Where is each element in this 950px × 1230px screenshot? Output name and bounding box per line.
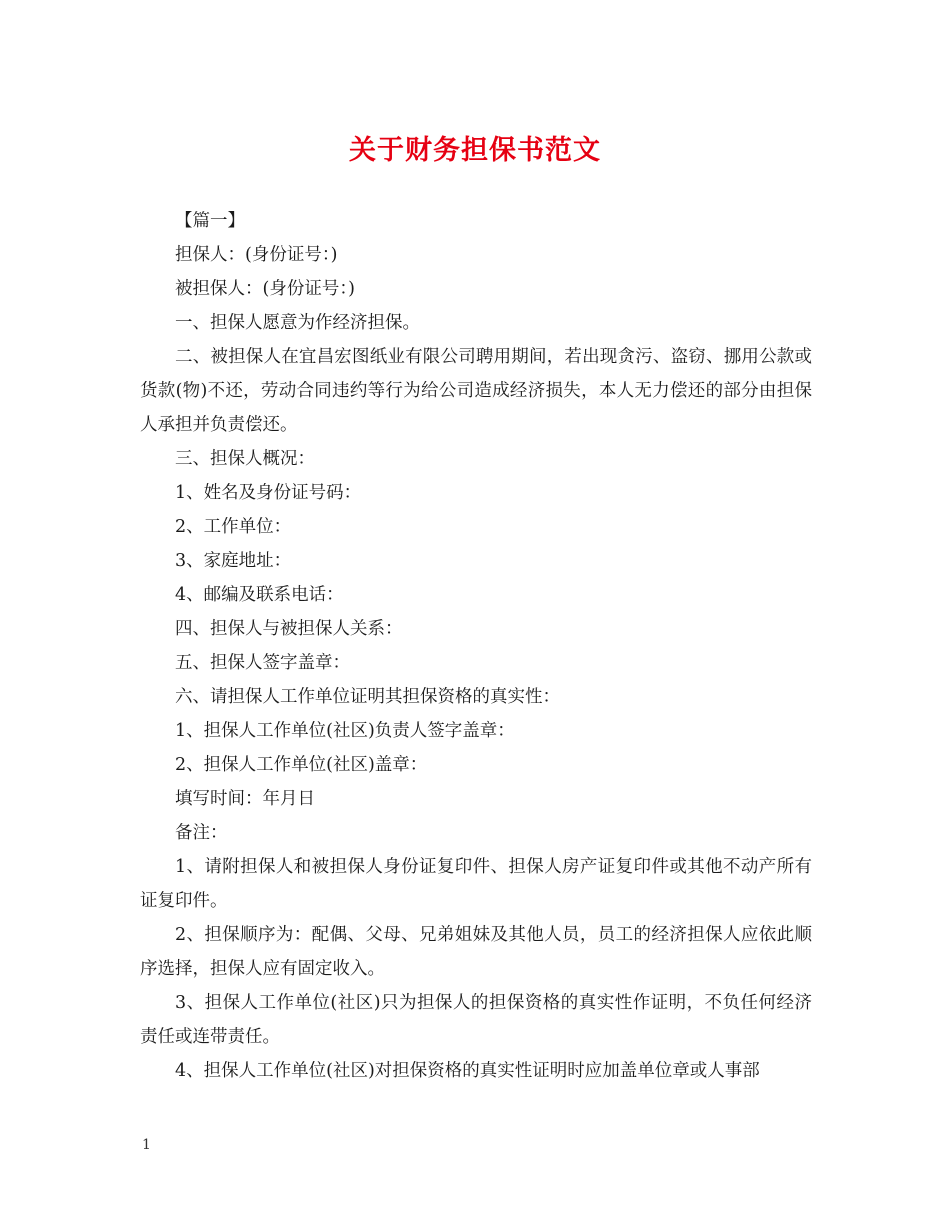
note-4: 4、担保人工作单位(社区)对担保资格的真实性证明时应加盖单位章或人事部 [175, 1061, 760, 1081]
info-item-2: 2、工作单位： [175, 517, 292, 537]
info-item-4: 4、邮编及联系电话： [175, 585, 344, 605]
clause-5: 五、担保人签字盖章： [175, 653, 350, 673]
page-title: 关于财务担保书范文 [349, 135, 601, 166]
info-item-3: 3、家庭地址： [175, 551, 292, 571]
note-3: 3、担保人工作单位(社区)只为担保人的担保资格的真实性作证明，不负任何经济责任或连带责任。 [140, 993, 812, 1047]
note-1: 1、请附担保人和被担保人身份证复印件、担保人房产证复印件或其他不动产所有证复印件。 [140, 857, 812, 911]
notes-heading: 备注： [175, 823, 228, 843]
guaranteed-line: 被担保人：(身份证号：) [175, 279, 355, 299]
cert-item-1: 1、担保人工作单位(社区)负责人签字盖章： [175, 721, 515, 741]
clause-3: 三、担保人概况： [175, 449, 315, 469]
note-2: 2、担保顺序为：配偶、父母、兄弟姐妹及其他人员，员工的经济担保人应依此顺序选择，担保人应有固定收入。 [140, 925, 812, 979]
fill-date: 填写时间：年月日 [175, 789, 315, 809]
clause-4: 四、担保人与被担保人关系： [175, 619, 403, 639]
section-heading: 【篇一】 [175, 211, 245, 231]
document-body [140, 204, 812, 1088]
page-number: 1 [142, 1137, 151, 1153]
cert-item-2: 2、担保人工作单位(社区)盖章： [175, 755, 428, 775]
clause-6: 六、请担保人工作单位证明其担保资格的真实性： [175, 687, 560, 707]
info-item-1: 1、姓名及身份证号码： [175, 483, 362, 503]
clause-2: 二、被担保人在宜昌宏图纸业有限公司聘用期间，若出现贪污、盗窃、挪用公款或货款(物)不还，劳动合同违约等行为给公司造成经济损失，本人无力偿还的部分由担保人承担并负责偿还。 [140, 347, 812, 435]
guarantor-line: 担保人：(身份证号：) [175, 245, 338, 265]
clause-1: 一、担保人愿意为作经济担保。 [175, 313, 420, 333]
